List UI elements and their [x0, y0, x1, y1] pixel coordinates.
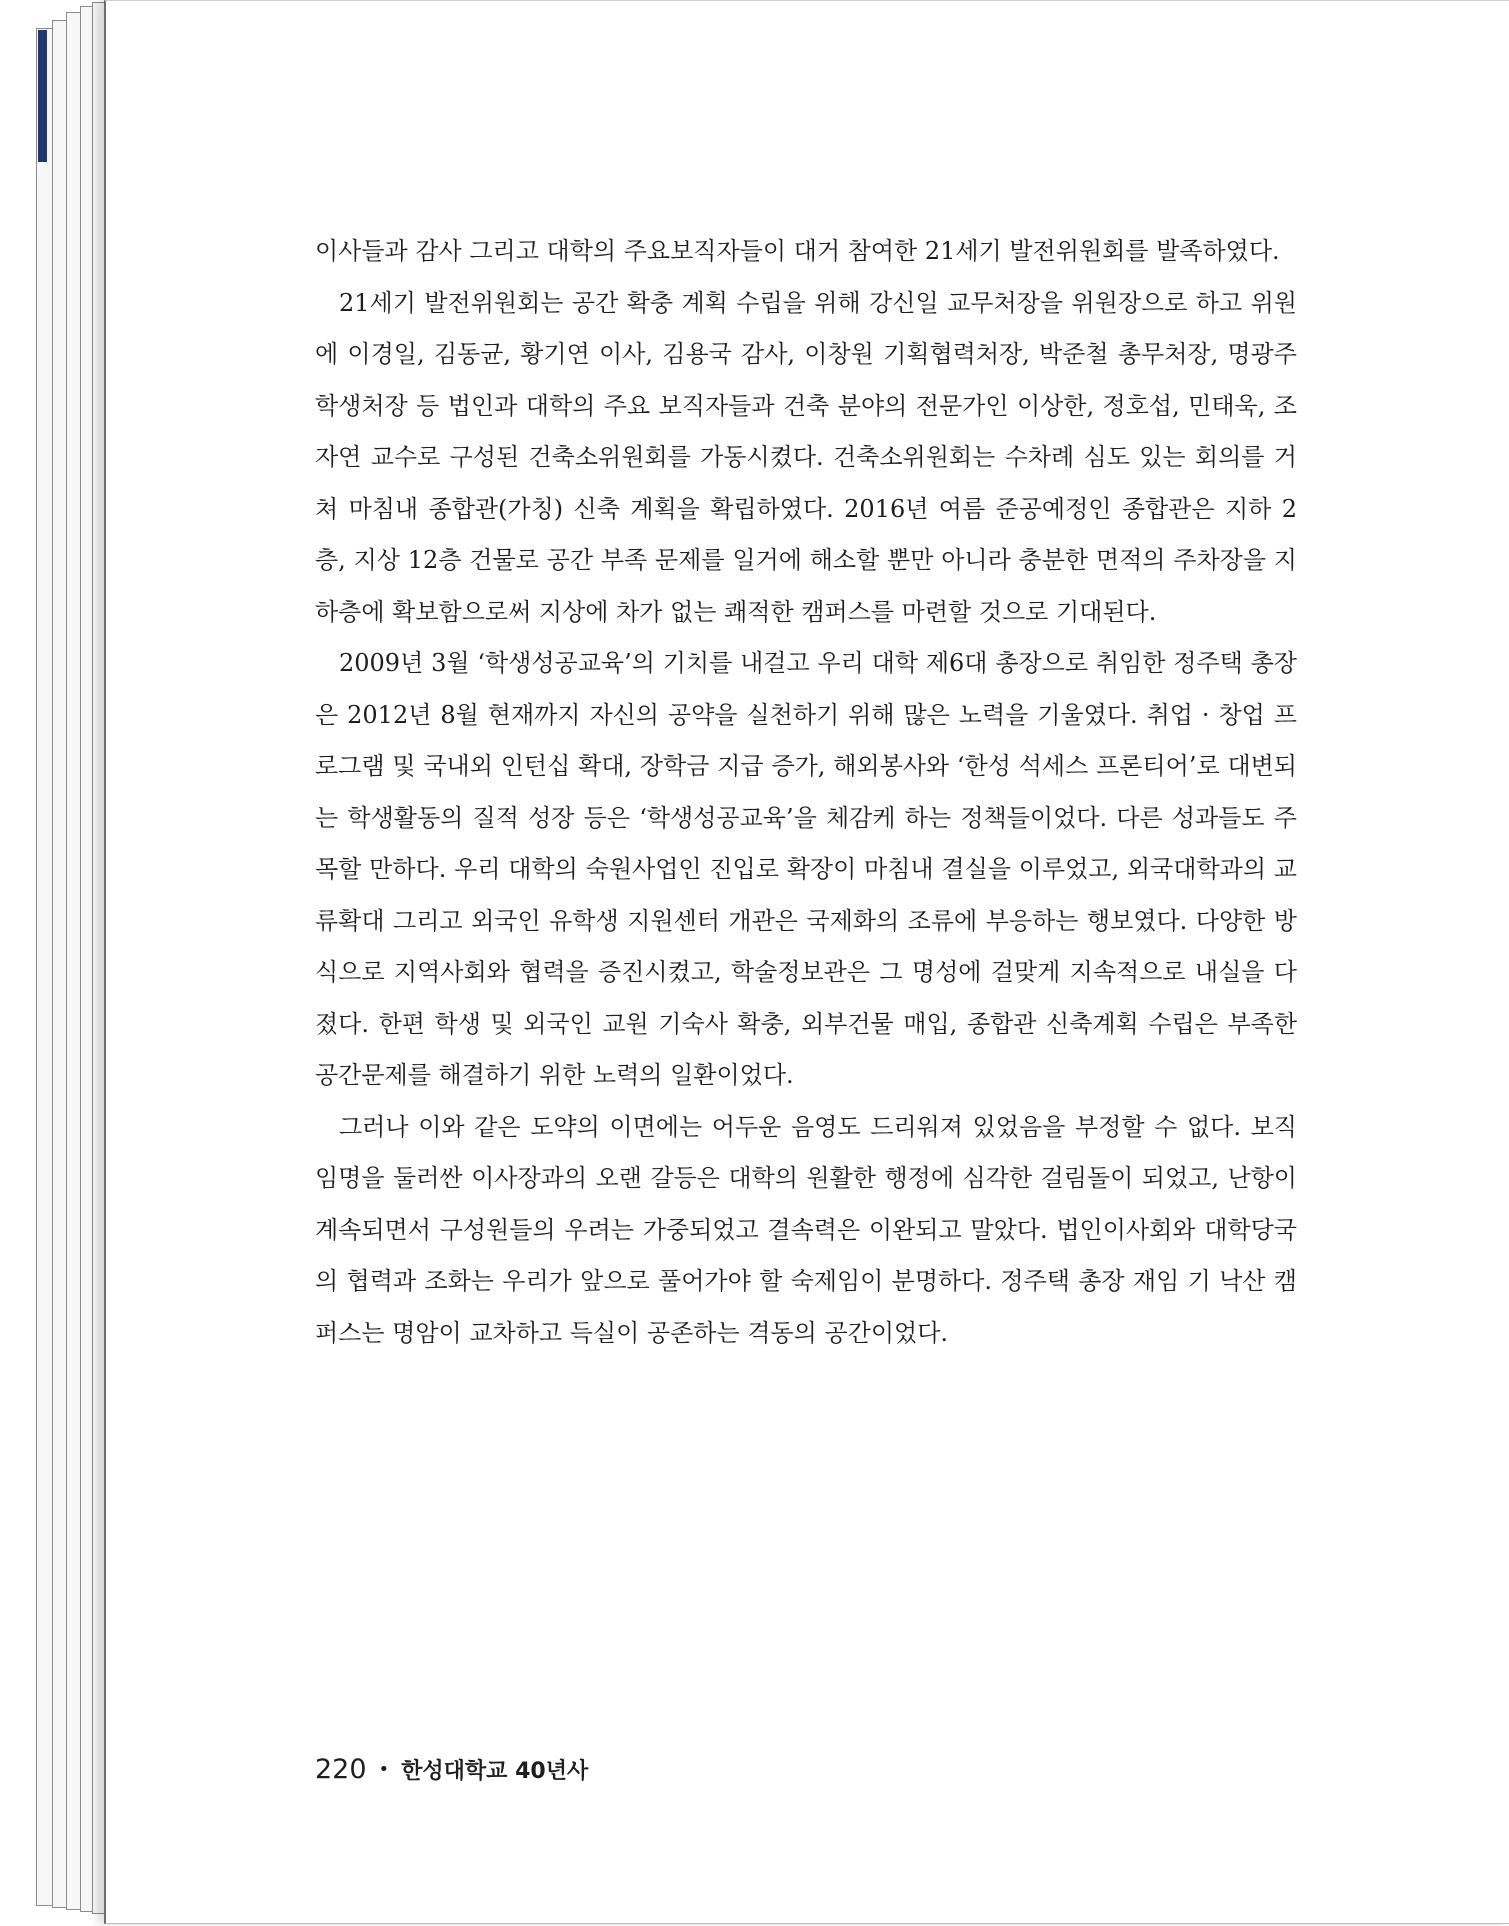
spine-accent: [38, 30, 47, 162]
page-footer: [315, 1754, 588, 1785]
footer-separator: •: [378, 1759, 390, 1780]
page-number: 220: [315, 1754, 367, 1785]
paragraph: 21세기 발전위원회는 공간 확충 계획 수립을 위해 강신일 교무처장을 위원장으로 하고 위원에 이경일, 김동균, 황기연 이사, 김용국 감사, 이창원 기획협력처장, 박준철 총무처장, 명광주 학생처장 등 법인과 대학의 주요 보직자들과 건축 분야의 전문가인 이상한, 정호섭, 민태욱, 조자연 교수로 구성된 건축소위원회를 가동시켰다. 건축소위원회는 수차례 심도 있는 회의를 거쳐 마침내 종합관(가칭) 신축 계획을 확립하였다. 2016년 여름 준공예정인 종합관은 지하 2층, 지상 12층 건물로 공간 부족 문제를 일거에 해소할 뿐만 아니라 충분한 면적의 주차장을 지하층에 확보함으로써 지상에 차가 없는 쾌적한 캠퍼스를 마련할 것으로 기대된다.: [315, 288, 1297, 626]
paragraph: 그러나 이와 같은 도약의 이면에는 어두운 음영도 드리워져 있었음을 부정할 수 없다. 보직 임명을 둘러싼 이사장과의 오랜 갈등은 대학의 원활한 행정에 심각한 걸림돌이 되었고, 난항이 계속되면서 구성원들의 우려는 가중되었고 결속력은 이완되고 말았다. 법인이사회와 대학당국의 협력과 조화는 우리가 앞으로 풀어가야 할 숙제임이 분명하다. 정주택 총장 재임 기 낙산 캠퍼스는 명암이 교차하고 득실이 공존하는 격동의 공간이었다.: [315, 1112, 1297, 1347]
paragraph: 2009년 3월 ‘학생성공교육’의 기치를 내걸고 우리 대학 제6대 총장으로 취임한 정주택 총장은 2012년 8월 현재까지 자신의 공약을 실천하기 위해 많은 노력을 기울였다. 취업 · 창업 프로그램 및 국내외 인턴십 확대, 장학금 지급 증가, 해외봉사와 ‘한성 석세스 프론티어’로 대변되는 학생활동의 질적 성장 등은 ‘학생성공교육’을 체감케 하는 정책들이었다. 다른 성과들도 주목할 만하다. 우리 대학의 숙원사업인 진입로 확장이 마침내 결실을 이루었고, 외국대학과의 교류확대 그리고 외국인 유학생 지원센터 개관은 국제화의 조류에 부응하는 행보였다. 다양한 방식으로 지역사회와 협력을 증진시켰고, 학술정보관은 그 명성에 걸맞게 지속적으로 내실을 다졌다. 한편 학생 및 외국인 교원 기숙사 확충, 외부건물 매입, 종합관 신축계획 수립은 부족한 공간문제를 해결하기 위한 노력의 일환이었다.: [315, 649, 1297, 1089]
body-text: [315, 226, 1297, 1359]
paragraph: 이사들과 감사 그리고 대학의 주요보직자들이 대거 참여한 21세기 발전위원회를 발족하였다.: [315, 237, 1280, 265]
book-title: 한성대학교 40년사: [401, 1759, 589, 1784]
